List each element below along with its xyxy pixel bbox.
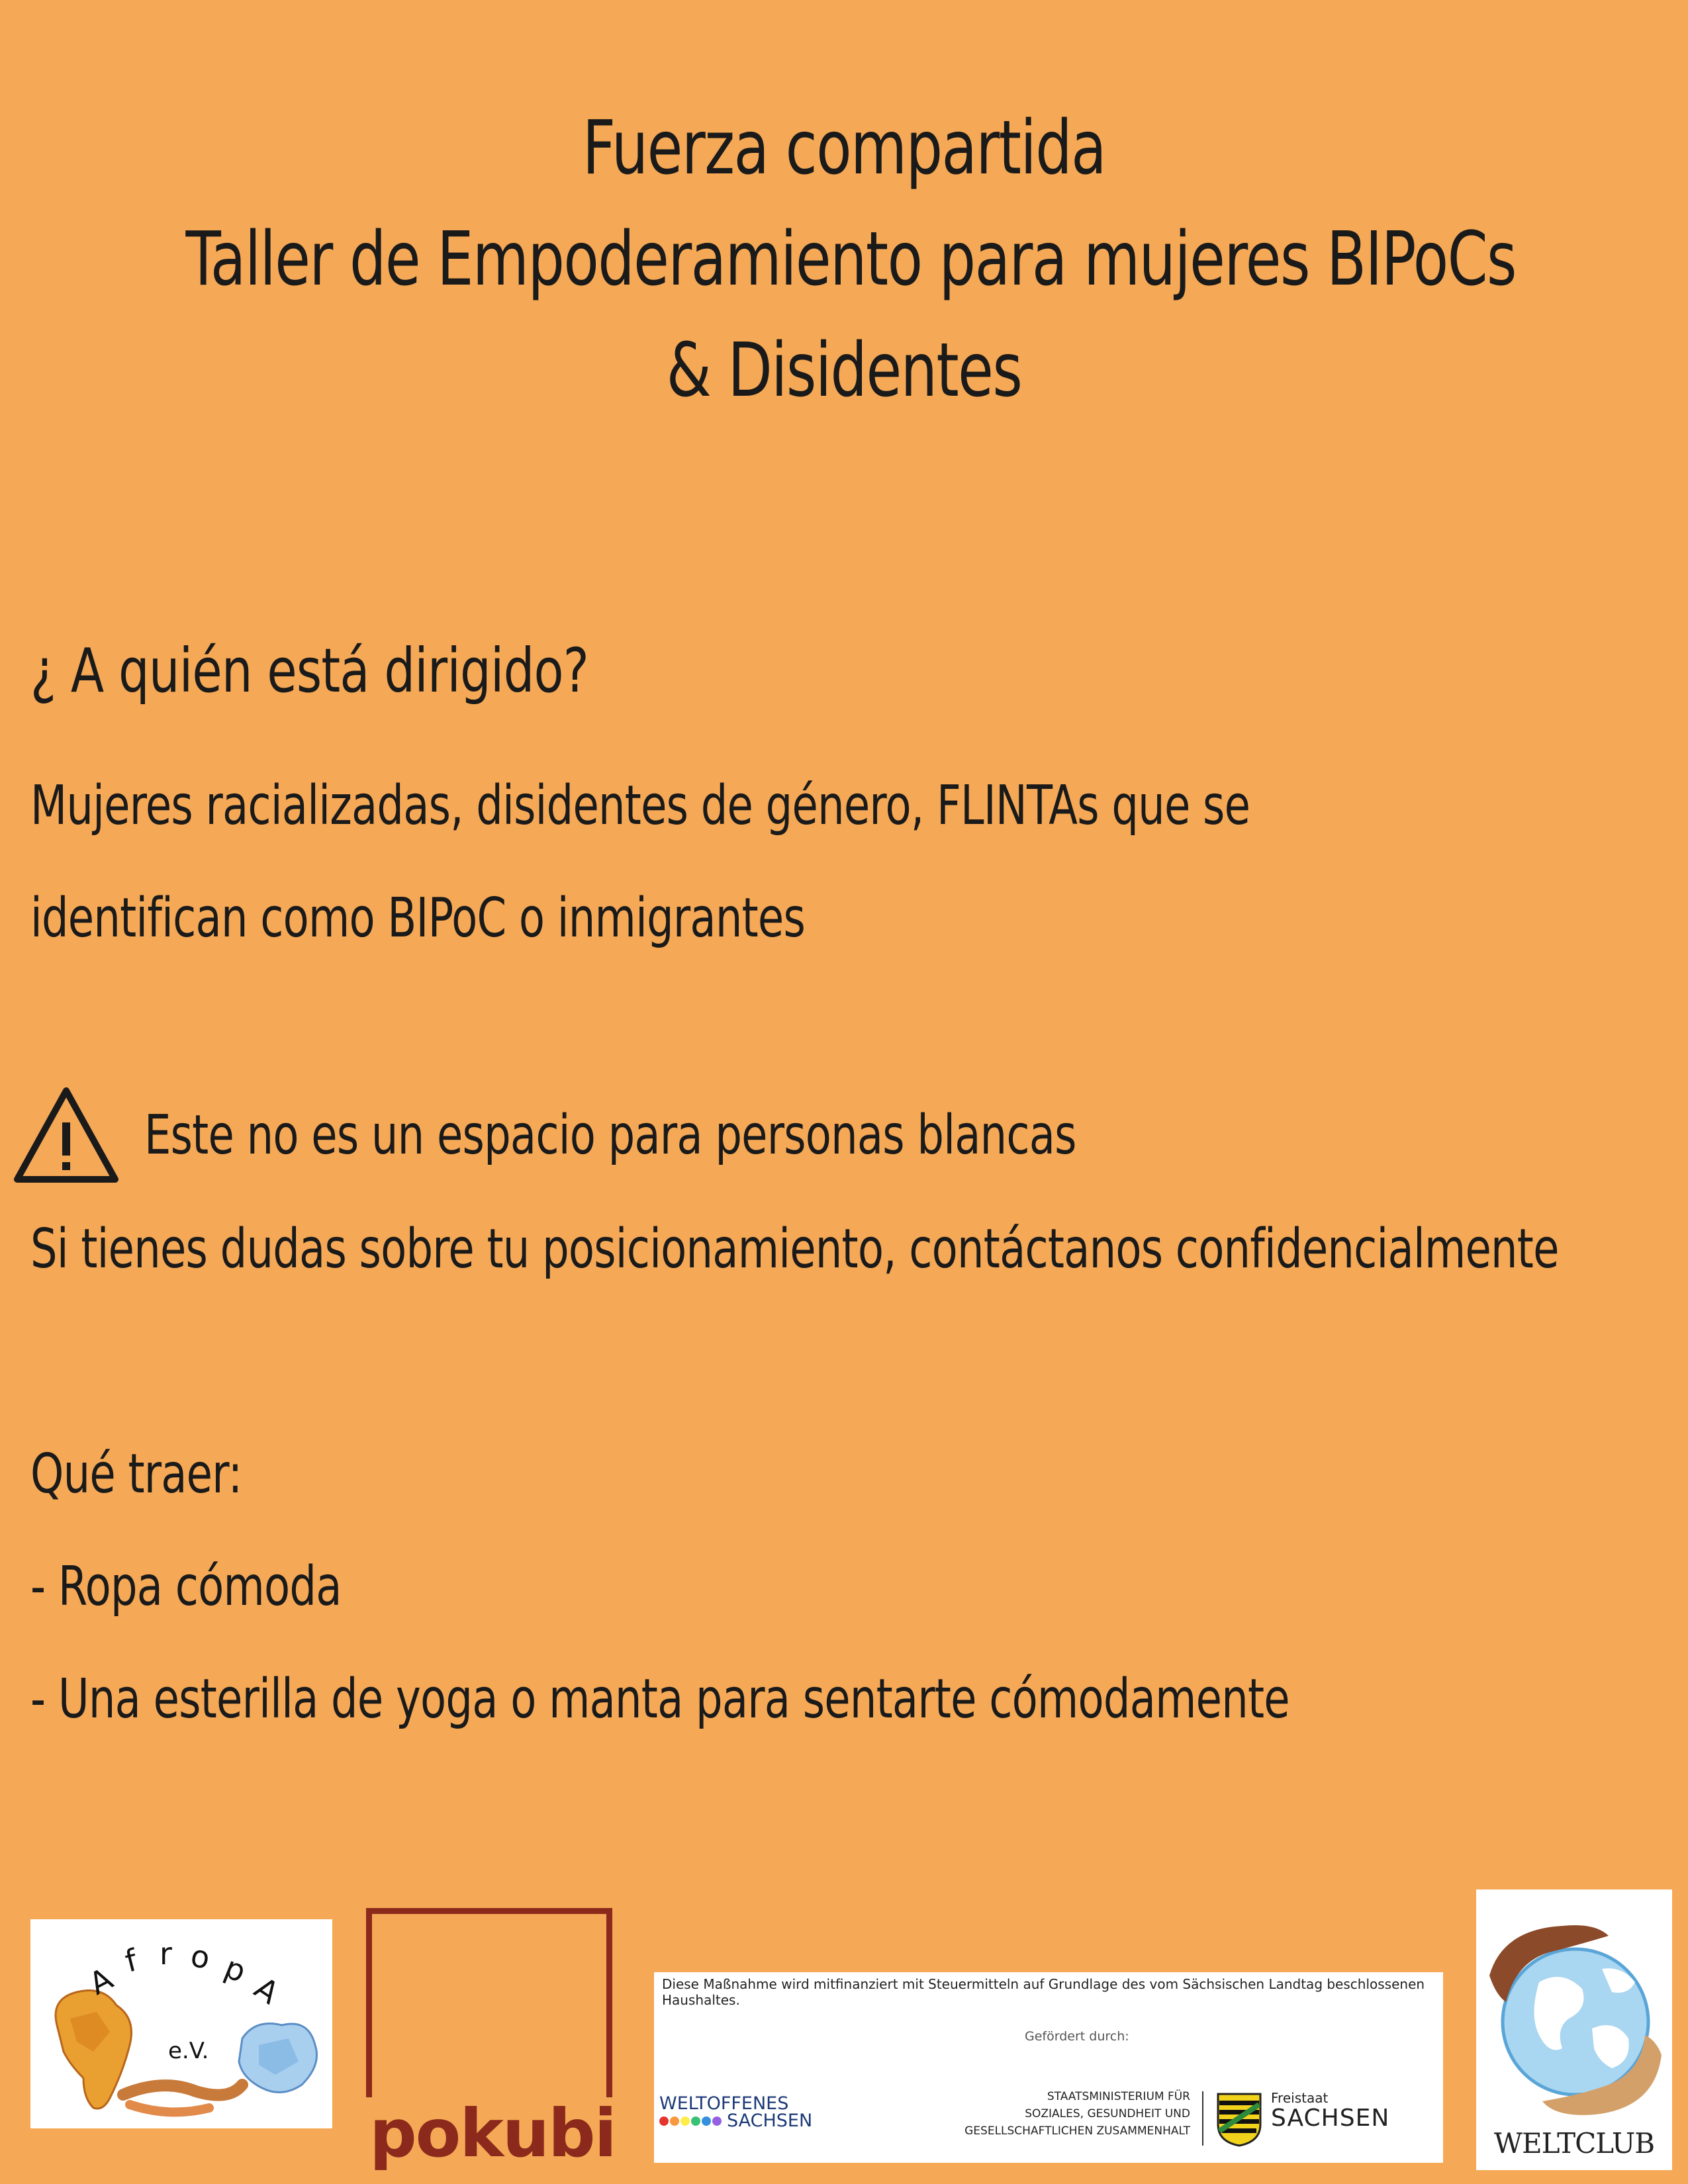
globe-hands-icon (1476, 1889, 1672, 2128)
afropa-letter-o: o (188, 1937, 213, 1976)
warning-row (13, 1085, 1339, 1185)
bring-heading: Qué traer: (30, 1443, 242, 1506)
funding-note: Diese Maßnahme wird mitfinanziert mit Steuermitteln auf Grundlage des vom Sächsischen Landtag beschlossenen Haushaltes. (662, 1976, 1425, 2008)
warning-followup: Si tienes dudas sobre tu posicionamiento, contáctanos confidencialmente (30, 1218, 1559, 1281)
pokubi-wordmark: pokubi (366, 2097, 619, 2170)
ministry-line-3: GESELLSCHAFTLICHEN ZUSAMMENHALT (964, 2124, 1190, 2138)
weltclub-wordmark: WELTCLUB (1493, 2127, 1655, 2160)
bring-item-2: - Una esterilla de yoga o manta para sentarte cómodamente (30, 1668, 1289, 1731)
saxony-crest-icon (1215, 2091, 1263, 2147)
afropa-letter-a: A (83, 1960, 118, 2002)
audience-heading: ¿ A quién está dirigido? (30, 635, 588, 706)
title-line-3: & Disidentes (666, 328, 1022, 414)
ministry-line-1: STAATSMINISTERIUM FÜR (1047, 2090, 1190, 2103)
title-line-1: Fuerza compartida (582, 105, 1106, 191)
pokubi-logo (366, 1908, 619, 2172)
weltclub-logo (1476, 1889, 1672, 2170)
ministry-divider (1202, 2091, 1203, 2146)
funding-box (654, 1972, 1443, 2163)
audience-line-2: identifican como BIPoC o inmigrantes (30, 887, 805, 950)
title-line-2: Taller de Empoderamiento para mujeres BIPoCs (185, 216, 1516, 302)
afropa-letter-f: f (121, 1942, 141, 1979)
afropa-logo (30, 1919, 332, 2128)
freistaat-label: Freistaat (1271, 2090, 1329, 2106)
bring-item-1: - Ropa cómoda (30, 1555, 342, 1618)
afropa-letter-a2: A (248, 1970, 286, 2011)
weltoffenes-sachsen-logo (659, 2095, 812, 2130)
weltoffenes-line-2: SACHSEN (727, 2111, 813, 2131)
afropa-suffix: e.V. (168, 2038, 209, 2064)
sachsen-label: SACHSEN (1271, 2105, 1390, 2132)
afropa-letter-r: r (160, 1936, 172, 1972)
weltoffenes-line-1: WELTOFFENES (659, 2093, 789, 2114)
ministry-name (919, 2088, 1190, 2140)
warning-triangle-icon (13, 1085, 119, 1185)
audience-line-1: Mujeres racializadas, disidentes de género, FLINTAs que se (30, 774, 1250, 837)
afropa-letter-p: p (219, 1949, 252, 1990)
ministry-line-2: SOZIALES, GESUNDHEIT UND (1025, 2107, 1190, 2120)
weltoffenes-line-2-row (659, 2113, 812, 2130)
warning-text: Este no es un espacio para personas blancas (144, 1103, 1076, 1167)
color-dots-icon (659, 2116, 723, 2126)
afropa-logo-graphic (30, 1919, 332, 2128)
funding-gefoerdert: Gefördert durch: (1025, 2029, 1129, 2044)
title-block (0, 93, 1688, 426)
